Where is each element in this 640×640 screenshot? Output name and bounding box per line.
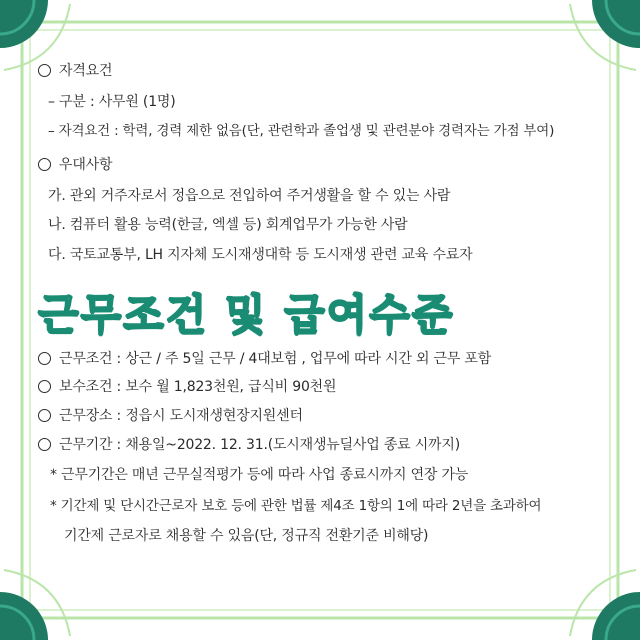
note-item: * 근무기간은 매년 근무실적평가 등에 따라 사업 종료시까지 연장 가능 bbox=[50, 467, 469, 483]
qualification-item: – 구분 : 사무원 (1명) bbox=[48, 94, 176, 110]
preference-item: 나. 컴퓨터 활용 능력(한글, 엑셀 등) 회계업무가 가능한 사람 bbox=[48, 217, 408, 233]
condition-item: 보수조건 : 보수 월 1,823천원, 급식비 90천원 bbox=[38, 378, 336, 396]
qualification-heading: 자격요건 bbox=[38, 62, 112, 80]
condition-item: 근무장소 : 정읍시 도시재생현장지원센터 bbox=[38, 407, 303, 425]
section-title: 근무조건 및 급여수준 bbox=[38, 290, 455, 339]
preference-item: 가. 관외 거주자로서 정읍으로 전입하여 주거생활을 할 수 있는 사람 bbox=[48, 188, 451, 204]
circle-bullet-icon bbox=[38, 380, 51, 393]
preference-item: 다. 국토교통부, LH 지자체 도시재생대학 등 도시재생 관련 교육 수료자 bbox=[48, 247, 473, 263]
preference-heading: 우대사항 bbox=[38, 156, 112, 174]
circle-bullet-icon bbox=[38, 352, 51, 365]
circle-bullet-icon bbox=[38, 64, 51, 77]
circle-bullet-icon bbox=[38, 438, 51, 451]
circle-bullet-icon bbox=[38, 409, 51, 422]
note-item: 기간제 근로자로 채용할 수 있음(단, 정규직 전환기준 비해당) bbox=[64, 528, 429, 544]
qualification-item: – 자격요건 : 학력, 경력 제한 없음(단, 관련학과 졸업생 및 관련분야 경력자는 가점 부여) bbox=[48, 123, 555, 139]
note-item: * 기간제 및 단시간근로자 보호 등에 관한 법률 제4조 1항의 1에 따라 2년을 초과하여 bbox=[50, 498, 542, 514]
circle-bullet-icon bbox=[38, 158, 51, 171]
condition-item: 근무조건 : 상근 / 주 5일 근무 / 4대보험 , 업무에 따라 시간 외 근무 포함 bbox=[38, 350, 491, 368]
condition-item: 근무기간 : 채용일~2022. 12. 31.(도시재생뉴딜사업 종료 시까지) bbox=[38, 436, 460, 454]
